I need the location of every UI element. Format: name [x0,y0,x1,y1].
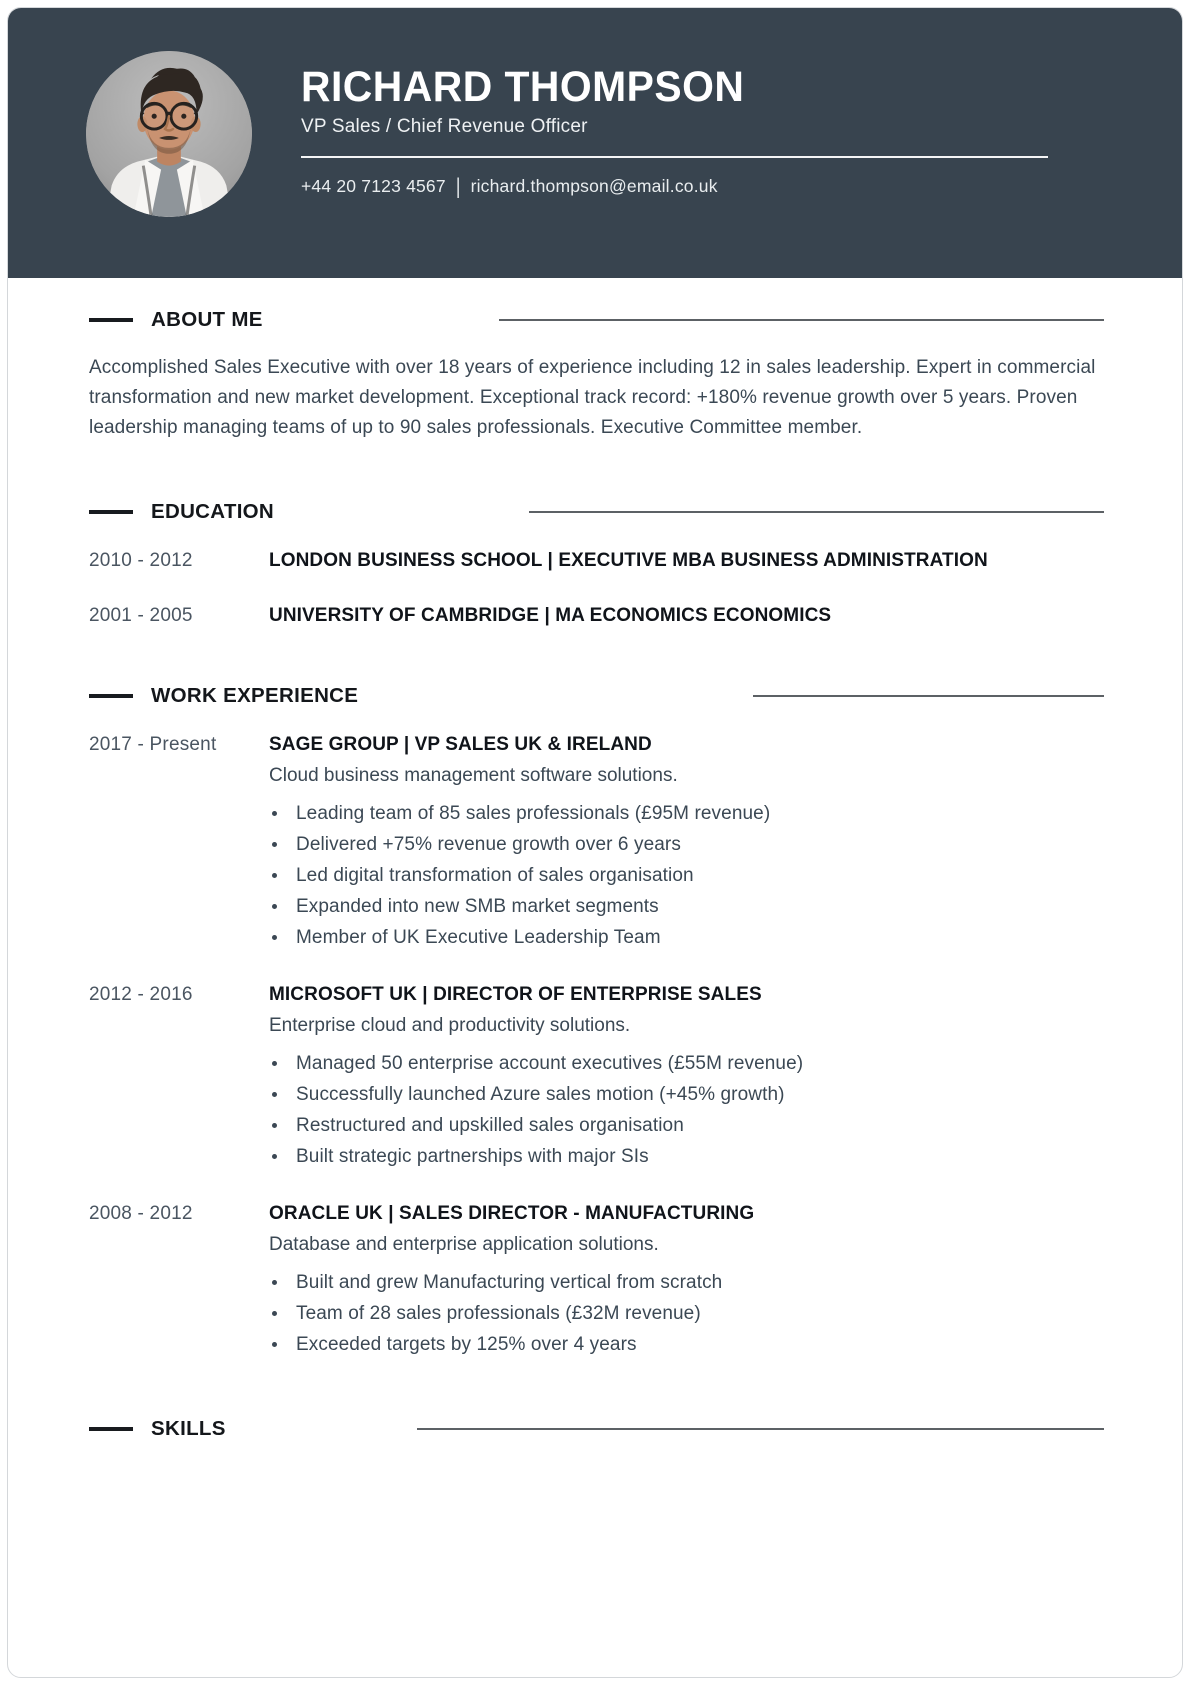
education-degree: UNIVERSITY OF CAMBRIDGE | MA ECONOMICS ECONOMICS [269,605,832,626]
contact-separator: | [455,173,461,199]
section-header-about [89,308,1104,332]
profile-photo-illustration [86,51,252,217]
section-header-work [89,684,1104,708]
section-rule [417,1428,1104,1430]
resume-page [7,7,1183,1678]
job-description: Database and enterprise application solutions. [269,1234,659,1255]
phone-number: +44 20 7123 4567 [301,176,446,196]
job-entry [89,984,1104,1175]
header-divider [301,156,1048,158]
person-name: RICHARD THOMPSON [301,63,745,111]
job-dates: 2017 - Present [89,734,217,755]
job-details [269,1203,754,1363]
section-dash-icon [89,694,133,698]
job-bullet: Expanded into new SMB market segments [269,894,770,920]
job-dates: 2008 - 2012 [89,1203,193,1224]
job-bullet: Built strategic partnerships with major SIs [269,1144,803,1170]
section-rule [753,695,1104,697]
job-entry [89,734,1104,956]
job-bullet-list [269,1051,803,1170]
contact-info [301,173,718,199]
job-title: ORACLE UK | SALES DIRECTOR - MANUFACTURING [269,1203,755,1224]
job-title: SAGE GROUP | VP SALES UK & IRELAND [269,734,652,755]
section-title-education: EDUCATION [151,500,275,523]
job-details [269,984,803,1175]
job-bullet: Managed 50 enterprise account executives (£55M revenue) [269,1051,803,1077]
section-rule [499,319,1104,321]
job-bullet: Exceeded targets by 125% over 4 years [269,1332,754,1358]
resume-header [8,8,1182,278]
job-dates: 2012 - 2016 [89,984,193,1005]
education-entry [89,605,1104,627]
person-job-title: VP Sales / Chief Revenue Officer [301,116,588,137]
about-paragraph: Accomplished Sales Executive with over 18 years of experience including 12 in sales leadership. Expert in commercial transformation and new market development. Exceptional track record: +180% revenue growth over 5 years. Proven leadership managing teams of up to 90 sales professionals. Executive Committee member. [89,357,1096,438]
job-description: Cloud business management software solutions. [269,765,678,786]
section-dash-icon [89,318,133,322]
job-title: MICROSOFT UK | DIRECTOR OF ENTERPRISE SALES [269,984,762,1005]
section-title-work: WORK EXPERIENCE [151,684,359,707]
job-bullet: Delivered +75% revenue growth over 6 years [269,832,770,858]
profile-photo [86,51,252,217]
job-bullet: Led digital transformation of sales organisation [269,863,770,889]
education-entry [89,550,1104,572]
job-bullet: Built and grew Manufacturing vertical from scratch [269,1270,754,1296]
section-header-skills [89,1417,1104,1441]
section-dash-icon [89,510,133,514]
job-details [269,734,770,956]
resume-body [8,308,1182,1441]
job-bullet-list [269,801,770,951]
education-dates: 2010 - 2012 [89,550,193,571]
education-dates: 2001 - 2005 [89,605,193,626]
section-title-about: ABOUT ME [151,308,263,331]
education-degree: LONDON BUSINESS SCHOOL | EXECUTIVE MBA BUSINESS ADMINISTRATION [269,550,988,571]
job-bullet: Successfully launched Azure sales motion (+45% growth) [269,1082,803,1108]
job-bullet: Leading team of 85 sales professionals (£95M revenue) [269,801,770,827]
job-description: Enterprise cloud and productivity solutions. [269,1015,631,1036]
section-header-education [89,500,1104,524]
job-bullet-list [269,1270,754,1358]
job-entry [89,1203,1104,1363]
job-bullet: Member of UK Executive Leadership Team [269,925,770,951]
section-title-skills: SKILLS [151,1417,226,1440]
job-bullet: Restructured and upskilled sales organisation [269,1113,803,1139]
section-rule [529,511,1104,513]
email-address: richard.thompson@email.co.uk [470,176,718,196]
section-dash-icon [89,1427,133,1431]
job-bullet: Team of 28 sales professionals (£32M revenue) [269,1301,754,1327]
